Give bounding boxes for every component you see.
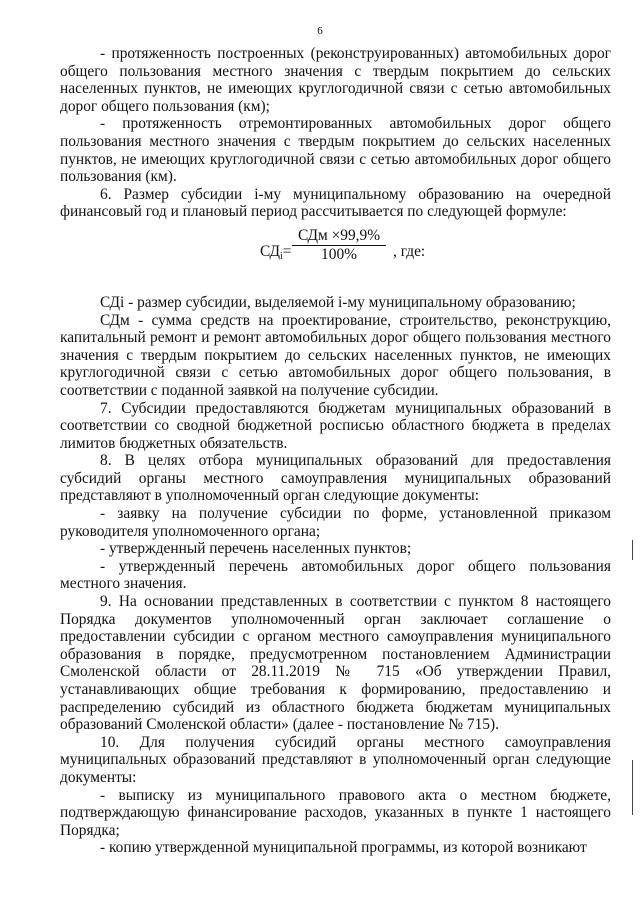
paragraph-7: 7. Субсидии предоставляются бюджетам муниципальных образований в соответствии со сводной бюджетной росписью областного бюджета в пределах лимитов бюджетных обязательств. — [60, 399, 611, 452]
paragraph-9: 9. На основании представленных в соответствии с пунктом 8 настоящего Порядка документов уполномоченный орган заключает соглашение о предоставлении субсидии с органом местного самоуправления муниципального образования в порядке, предусмотренном постановлением Администрации Смоленской области от 28.11.2019 № 715 «Об утверждении Правил, устанавливающих общие требования к формированию, предоставлению и распределению субсидий из областного бюджета бюджетам муниципальных образований Смоленской области» (далее - постановление № 715). — [60, 593, 611, 734]
scan-edge-mark — [632, 540, 633, 560]
paragraph-10-item: - копию утвержденной муниципальной программы, из которой возникают — [100, 839, 587, 857]
formula-denominator: 100% — [321, 245, 357, 263]
bullet-length-repaired: - протяженность отремонтированных автомобильных дорог общего пользования местного значения с твердым покрытием до сельских населенных пунктов, не имеющих круглогодичной связи с сетью автомобильных дорог общего пользования (км). — [60, 115, 611, 186]
paragraph-6: 6. Размер субсидии i-му муниципальному образованию на очередной финансовый год и плановый период рассчитывается по следующей формуле: — [60, 185, 611, 221]
paragraph-10-item: - выписку из муниципального правового акта о местном бюджете, подтверждающую финансирование расходов, указанных в пункте 1 настоящего Порядка; — [60, 786, 611, 839]
formula-fraction — [292, 227, 386, 263]
formula-numerator: СДм ×99,9% — [292, 227, 386, 246]
formula-suffix: , где: — [393, 242, 426, 260]
scan-edge-mark — [632, 760, 633, 815]
subsidy-formula — [60, 227, 611, 292]
definition-sdm: СДм - сумма средств на проектирование, строительство, реконструкцию, капитальный ремонт и ремонт автомобильных дорог общего пользования местного значения с твердым покрытием до сельских населенных пунктов, не имеющих круглогодичной связи с сетью автомобильных дорог общего пользования, в соответствии с поданной заявкой на получение субсидии. — [60, 311, 611, 399]
bullet-length-built: - протяженность построенных (реконструированных) автомобильных дорог общего пользования местного значения с твердым покрытием до сельских населенных пунктов, не имеющих круглогодичной связи с сетью автомобильных дорог общего пользования (км); — [60, 45, 611, 115]
paragraph-8: 8. В целях отбора муниципальных образований для предоставления субсидий органы местного самоуправления муниципальных образований представляют в уполномоченный орган следующие документы: — [60, 452, 611, 505]
definition-sdi: СДi - размер субсидии, выделяемой i-му муниципальному образованию; — [100, 293, 576, 311]
paragraph-8-item: - заявку на получение субсидии по форме, установленной приказом руководителя уполномоченного органа; — [60, 505, 611, 540]
page-number: 6 — [317, 25, 323, 37]
paragraph-8-item: - утвержденный перечень населенных пунктов; — [100, 540, 412, 558]
document-body — [60, 45, 611, 857]
paragraph-10: 10. Для получения субсидий органы местного самоуправления муниципальных образований представляют в уполномоченный орган следующие документы: — [60, 733, 611, 786]
formula-lhs: $СД_i=$ — [260, 242, 292, 262]
paragraph-8-item: - утвержденный перечень автомобильных дорог общего пользования местного значения. — [60, 557, 611, 593]
